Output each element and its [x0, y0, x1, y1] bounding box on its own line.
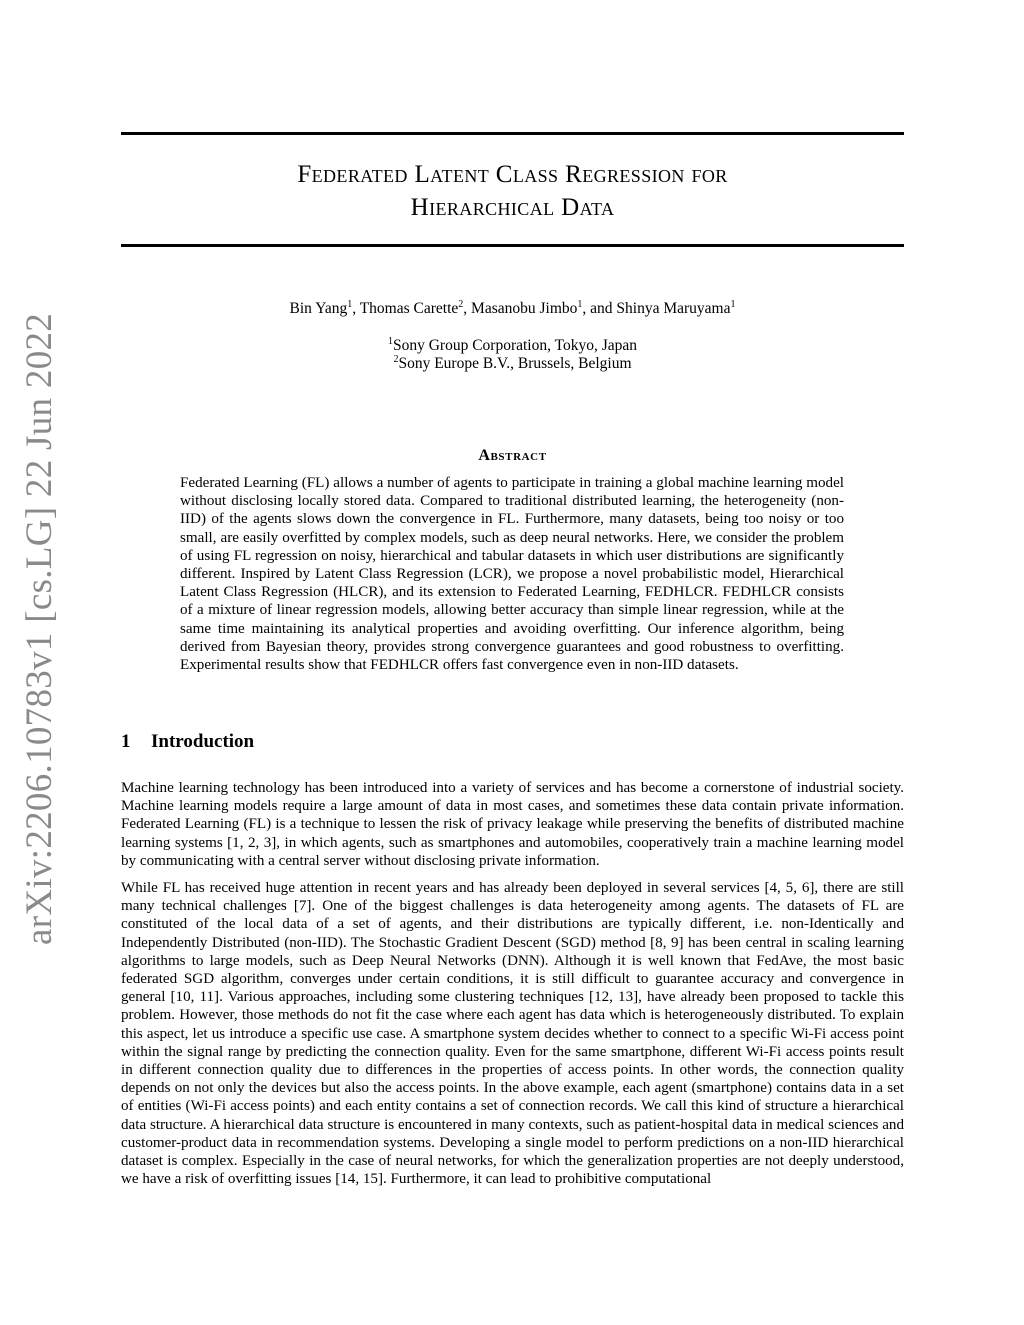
title-rule-top	[121, 132, 904, 135]
paper-title-line-1: Federated Latent Class Regression for	[297, 161, 728, 188]
author-affiliation-mark: 1	[347, 299, 353, 310]
author-list	[121, 300, 904, 318]
abstract-text: Federated Learning (FL) allows a number of agents to participate in training a global machine learning model without disclosing locally stored data. Compared to traditional distributed learning, the heterogeneity (non-IID) of the agents slows down the convergence in FL. Furthermore, many datasets, being too noisy or too small, are easily overfitted by complex models, such as deep neural networks. Here, we consider the problem of using FL regression on noisy, hierarchical and tabular datasets in which user distributions are significantly different. Inspired by Latent Class Regression (LCR), we propose a novel probabilistic model, Hierarchical Latent Class Regression (HLCR), and its extension to Federated Learning, FEDHLCR. FEDHLCR consists of a mixture of linear regression models, allowing better accuracy than simple linear regression, while at the same time maintaining its analytical properties and avoiding overfitting. Our inference algorithm, being derived from Bayesian theory, provides strong convergence guarantees and good robustness to overfitting. Experimental results show that FEDHLCR offers fast convergence even in non-IID datasets.	[180, 475, 844, 674]
body-paragraph: Machine learning technology has been introduced into a variety of services and has become a cornerstone of industrial society. Machine learning models require a large amount of data in most cases, and sometimes these data contain private information. Federated Learning (FL) is a technique to lessen the risk of privacy leakage while preserving the benefits of distributed machine learning systems [1, 2, 3], in which agents, such as smartphones and automobiles, cooperatively train a machine learning model by communicating with a central server without disclosing private information.	[121, 780, 904, 869]
paper-title-line-2: Hierarchical Data	[410, 194, 615, 221]
abstract-heading: Abstract	[478, 447, 547, 464]
author-separator: , and	[582, 300, 617, 317]
author-affiliation-mark: 1	[577, 299, 583, 310]
section-title: Introduction	[151, 731, 255, 752]
section-number: 1	[121, 731, 131, 752]
affiliation	[121, 337, 904, 355]
affiliation-text: Sony Europe B.V., Brussels, Belgium	[398, 355, 632, 372]
affiliation-mark: 1	[387, 336, 393, 347]
arxiv-identifier: arXiv:2206.10783v1 [cs.LG] 22 Jun 2022	[19, 312, 60, 945]
author-name: Bin Yang	[289, 300, 348, 317]
section-heading	[121, 731, 254, 753]
author-separator: ,	[352, 300, 360, 317]
affiliation-mark: 2	[393, 354, 399, 365]
author-affiliation-mark: 1	[730, 299, 736, 310]
title-rule-bottom	[121, 244, 904, 247]
author-affiliation-mark: 2	[458, 299, 464, 310]
author-name: Thomas Carette	[359, 300, 459, 317]
paper-title	[121, 158, 904, 224]
affiliation	[121, 355, 904, 373]
body-paragraph: While FL has received huge attention in recent years and has already been deployed in several services [4, 5, 6], there are still many technical challenges [7]. One of the biggest challenges is data heterogeneity among agents. The datasets of FL are constituted of the local data of a set of agents, and their distributions are typically different, i.e. non-Identically and Independently Distributed (non-IID). The Stochastic Gradient Descent (SGD) method [8, 9] has been central in scaling learning algorithms to large models, such as Deep Neural Networks (DNN). Although it is well known that FedAve, the most basic federated SGD algorithm, converges under certain conditions, it is still difficult to guarantee accuracy and convergence in general [10, 11]. Various approaches, including some clustering techniques [12, 13], have already been proposed to tackle this problem. However, those methods do not fit the case where each agent has data which is heterogeneously distributed. To explain this aspect, let us introduce a specific use case. A smartphone system decides whether to connect to a specific Wi-Fi access point within the signal range by predicting the connection quality. Even for the same smartphone, different Wi-Fi access points result in different connection quality due to differences in the properties of access points. In other words, the connection quality depends on not only the devices but also the access points. In the above example, each agent (smartphone) contains data in a set of entities (Wi-Fi access points) and each entity contains a set of connection records. We call this kind of structure a hierarchical data structure. A hierarchical data structure is encountered in many contexts, such as patient-hospital data in medical sciences and customer-product data in recommendation systems. Developing a single model to perform predictions on a non-IID hierarchical dataset is complex. Especially in the case of neural networks, for which the generalization properties are not deeply understood, we have a risk of overfitting issues [14, 15]. Furthermore, it can lead to prohibitive computational	[121, 880, 904, 1188]
author-separator: ,	[463, 300, 472, 317]
author-name: Masanobu Jimbo	[471, 300, 578, 317]
author-name: Shinya Maruyama	[616, 300, 731, 317]
affiliation-text: Sony Group Corporation, Tokyo, Japan	[392, 337, 638, 354]
